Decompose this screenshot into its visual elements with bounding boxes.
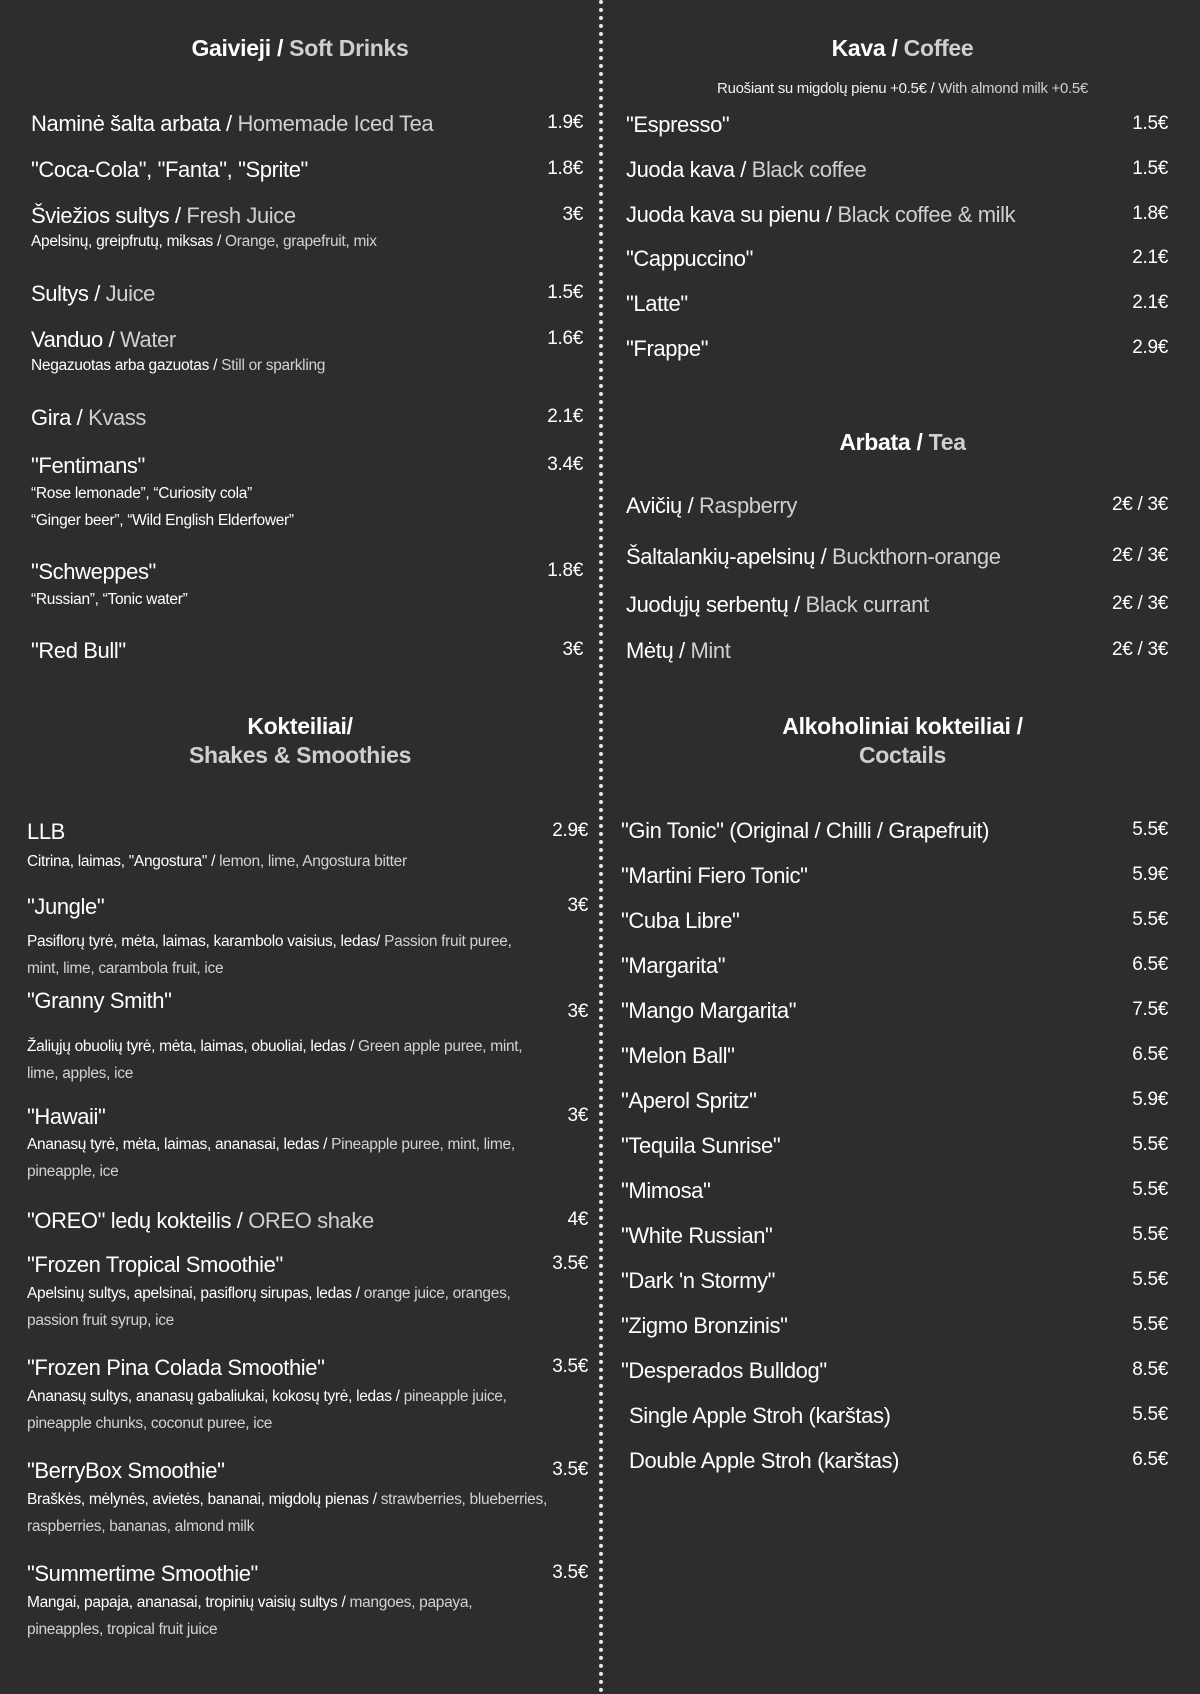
item-name: LLB bbox=[27, 819, 65, 844]
price: 1.8€ bbox=[1132, 203, 1168, 224]
price: 3€ bbox=[562, 639, 583, 660]
price: 5.5€ bbox=[1132, 1314, 1168, 1335]
price: 2€ / 3€ bbox=[1111, 494, 1168, 515]
price: 6.5€ bbox=[1132, 1449, 1168, 1470]
item-name: "Tequila Sunrise" bbox=[621, 1133, 781, 1158]
item-name: "Martini Fiero Tonic" bbox=[621, 863, 808, 888]
item-name: Gira / Kvass bbox=[31, 405, 147, 430]
item-description: Ananasų tyrė, mėta, laimas, ananasai, ledas / Pineapple puree, mint, lime, pineapple, ice bbox=[27, 1136, 515, 1180]
item-name: "Frappe" bbox=[626, 336, 709, 361]
price: 3€ bbox=[562, 204, 583, 225]
item-name: Double Apple Stroh (karštas) bbox=[629, 1448, 900, 1473]
price: 5.9€ bbox=[1132, 1089, 1168, 1110]
item-name: "Coca-Cola", "Fanta", "Sprite" bbox=[31, 157, 308, 182]
item-name: Juoda kava su pienu / Black coffee & milk bbox=[626, 202, 1016, 227]
item-description: “Rose lemonade”, “Curiosity cola” bbox=[31, 485, 252, 502]
price: 4€ bbox=[567, 1209, 588, 1230]
price: 3€ bbox=[567, 895, 588, 916]
item-description: Mangai, papaja, ananasai, tropinių vaisių sultys / mangoes, papaya, pineapples, tropical fruit juice bbox=[27, 1594, 473, 1638]
item-name: "Red Bull" bbox=[31, 638, 126, 663]
coffee-title: Kava / Coffee bbox=[831, 35, 974, 61]
item-name: Single Apple Stroh (karštas) bbox=[629, 1403, 891, 1428]
price: 6.5€ bbox=[1132, 1044, 1168, 1065]
item-name: "Hawaii" bbox=[27, 1104, 106, 1129]
price: 5.9€ bbox=[1132, 864, 1168, 885]
item-name: "Mango Margarita" bbox=[621, 998, 797, 1023]
price: 1.5€ bbox=[1132, 158, 1168, 179]
item-name: "Jungle" bbox=[27, 894, 105, 919]
item-name: "Frozen Tropical Smoothie" bbox=[27, 1252, 283, 1277]
item-name: "Margarita" bbox=[621, 953, 726, 978]
price: 5.5€ bbox=[1132, 1404, 1168, 1425]
price: 1.5€ bbox=[547, 282, 583, 303]
item-description: Apelsinų, greipfrutų, miksas / Orange, grapefruit, mix bbox=[31, 233, 377, 250]
item-name: Juodųjų serbentų / Black currant bbox=[626, 592, 929, 617]
item-name: "Cappuccino" bbox=[626, 246, 754, 271]
price: 2.9€ bbox=[552, 820, 588, 841]
price: 7.5€ bbox=[1132, 999, 1168, 1020]
item-description: Žaliųjų obuolių tyrė, mėta, laimas, obuoliai, ledas / Green apple puree, mint, lime, apples, ice bbox=[27, 1038, 523, 1082]
item-description: Ananasų sultys, ananasų gabaliukai, kokosų tyrė, ledas / pineapple juice, pineapple chunks, coconut puree, ice bbox=[27, 1388, 507, 1432]
price: 5.5€ bbox=[1132, 909, 1168, 930]
price: 3€ bbox=[567, 1105, 588, 1126]
cocktails-title: Alkoholiniai kokteiliai / Coctails bbox=[782, 713, 1023, 768]
price: 2€ / 3€ bbox=[1111, 545, 1168, 566]
price: 1.8€ bbox=[547, 560, 583, 581]
item-description: Apelsinų sultys, apelsinai, pasiflorų sirupas, ledas / orange juice, oranges, passion fruit syrup, ice bbox=[27, 1285, 511, 1329]
item-description: “Ginger beer”, “Wild English Elderfower” bbox=[31, 512, 294, 529]
item-name: Šaltalankių-apelsinų / Buckthorn-orange bbox=[626, 544, 1001, 569]
item-name: "OREO" ledų kokteilis / OREO shake bbox=[27, 1208, 374, 1233]
item-description: Citrina, laimas, "Angostura" / lemon, lime, Angostura bitter bbox=[27, 853, 407, 870]
item-description: Pasiflorų tyrė, mėta, laimas, karambolo vaisius, ledas/ Passion fruit puree, mint, lime, carambola fruit, ice bbox=[27, 933, 512, 977]
item-name: "Schweppes" bbox=[31, 559, 156, 584]
price: 5.5€ bbox=[1132, 819, 1168, 840]
price: 5.5€ bbox=[1132, 1179, 1168, 1200]
price: 5.5€ bbox=[1132, 1134, 1168, 1155]
price: 1.6€ bbox=[547, 328, 583, 349]
item-name: Vanduo / Water bbox=[31, 327, 176, 352]
price: 2.1€ bbox=[1132, 247, 1168, 268]
price: 3.4€ bbox=[547, 454, 583, 475]
item-description: “Russian”, “Tonic water” bbox=[31, 591, 188, 608]
price: 1.5€ bbox=[1132, 113, 1168, 134]
item-description: Braškės, mėlynės, avietės, bananai, migdolų pienas / strawberries, blueberries, raspberries, bananas, almond milk bbox=[27, 1491, 547, 1535]
item-name: "Fentimans" bbox=[31, 453, 145, 478]
price: 5.5€ bbox=[1132, 1269, 1168, 1290]
item-name: "Summertime Smoothie" bbox=[27, 1561, 258, 1586]
price: 2.9€ bbox=[1132, 337, 1168, 358]
item-name: Juoda kava / Black coffee bbox=[626, 157, 867, 182]
item-name: "Aperol Spritz" bbox=[621, 1088, 757, 1113]
item-name: "Frozen Pina Colada Smoothie" bbox=[27, 1355, 325, 1380]
price: 8.5€ bbox=[1132, 1359, 1168, 1380]
price: 3€ bbox=[567, 1001, 588, 1022]
item-name: "Zigmo Bronzinis" bbox=[621, 1313, 788, 1338]
price: 2.1€ bbox=[547, 406, 583, 427]
price: 1.8€ bbox=[547, 158, 583, 179]
price: 3.5€ bbox=[552, 1459, 588, 1480]
price: 5.5€ bbox=[1132, 1224, 1168, 1245]
price: 2€ / 3€ bbox=[1111, 593, 1168, 614]
shakes-title: Kokteiliai/ Shakes & Smoothies bbox=[188, 713, 412, 768]
item-name: "Gin Tonic" (Original / Chilli / Grapefruit) bbox=[621, 818, 990, 843]
item-name: "Mimosa" bbox=[621, 1178, 711, 1203]
item-name: "Espresso" bbox=[626, 112, 730, 137]
item-name: "Dark 'n Stormy" bbox=[621, 1268, 776, 1293]
item-description: Negazuotas arba gazuotas / Still or sparkling bbox=[31, 357, 326, 374]
item-name: "Melon Ball" bbox=[621, 1043, 735, 1068]
price: 2€ / 3€ bbox=[1111, 639, 1168, 660]
item-name: Sultys / Juice bbox=[31, 281, 156, 306]
price: 1.9€ bbox=[547, 112, 583, 133]
price: 3.5€ bbox=[552, 1562, 588, 1583]
price: 3.5€ bbox=[552, 1356, 588, 1377]
item-name: "Cuba Libre" bbox=[621, 908, 740, 933]
item-name: Avičių / Raspberry bbox=[626, 493, 797, 518]
item-name: "Granny Smith" bbox=[27, 988, 172, 1013]
price: 2.1€ bbox=[1132, 292, 1168, 313]
item-name: Naminė šalta arbata / Homemade Iced Tea bbox=[31, 111, 434, 136]
item-name: "Desperados Bulldog" bbox=[621, 1358, 827, 1383]
item-name: Šviežios sultys / Fresh Juice bbox=[31, 203, 296, 228]
tea-title: Arbata / Tea bbox=[839, 429, 966, 455]
item-name: "Latte" bbox=[626, 291, 688, 316]
soft-drinks-title: Gaivieji / Soft Drinks bbox=[191, 35, 409, 61]
item-name: Mėtų / Mint bbox=[626, 638, 731, 663]
price: 3.5€ bbox=[552, 1253, 588, 1274]
item-name: "White Russian" bbox=[621, 1223, 773, 1248]
item-name: "BerryBox Smoothie" bbox=[27, 1458, 225, 1483]
column-divider bbox=[599, 0, 603, 1694]
price: 6.5€ bbox=[1132, 954, 1168, 975]
coffee-note: Ruošiant su migdolų pienu +0.5€ / With almond milk +0.5€ bbox=[717, 80, 1088, 97]
